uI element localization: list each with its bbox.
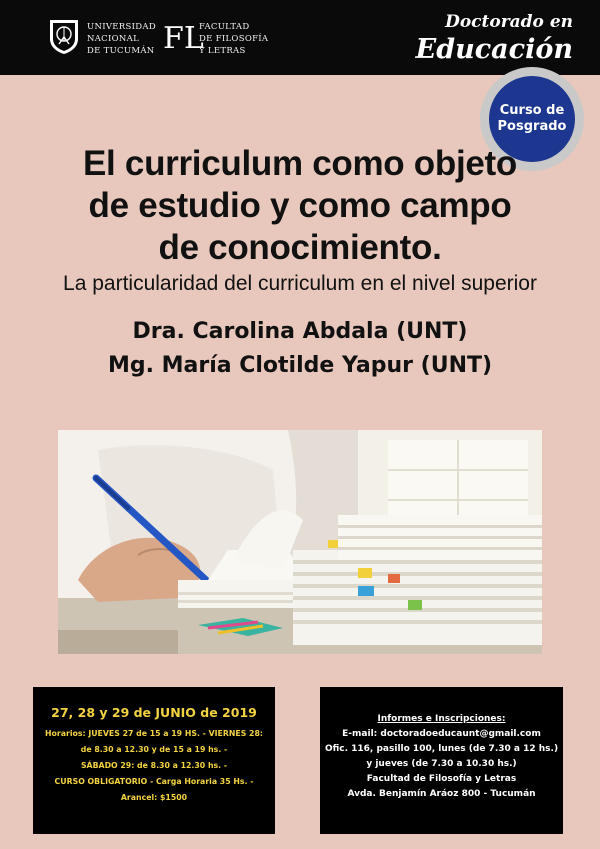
faculty-monogram: FL	[163, 21, 204, 56]
contact-address: Avda. Benjamín Aráoz 800 - Tucumán	[347, 789, 536, 799]
schedule-line: de 8.30 a 12.30 y de 15 a 19 hs. -	[80, 745, 228, 754]
authors	[20, 315, 580, 383]
fee-line: Arancel: $1500	[120, 793, 188, 802]
contact-box	[320, 687, 563, 834]
photo-person-writing-with-papers	[58, 430, 542, 654]
schedule-line: SÁBADO 29: de 8.30 a 12.30 hs. -	[80, 761, 228, 770]
postgraduate-badge: Curso de Posgrado	[489, 76, 575, 162]
schedule-line: Horarios: JUEVES 27 de 15 a 19 HS. - VIERNES 28:	[44, 729, 264, 738]
schedule-box	[33, 687, 275, 834]
course-subtitle: La particularidad del curriculum en el nivel superior	[63, 272, 537, 295]
contact-institution: Facultad de Filosofía y Letras	[366, 774, 517, 784]
program-label: Doctorado en	[445, 12, 573, 32]
schedule-line: CURSO OBLIGATORIO - Carga Horaria 35 Hs. -	[54, 777, 254, 786]
program-name: Educación	[415, 34, 573, 65]
faculty-logo-icon	[161, 17, 204, 56]
author-1: Dra. Carolina Abdala (UNT)	[132, 319, 468, 344]
header-bar	[0, 0, 600, 75]
university-name: UNIVERSIDAD NACIONAL DE TUCUMÁN	[87, 22, 156, 56]
course-dates: 27, 28 y 29 de JUNIO de 2019	[51, 705, 257, 720]
university-seal-icon	[47, 17, 81, 55]
contact-email[interactable]: E-mail: doctoradoeducaunt@gmail.com	[342, 729, 541, 739]
faculty-name: FACULTAD DE FILOSOFÍA Y LETRAS	[199, 22, 269, 56]
contact-office-hours: Ofic. 116, pasillo 100, lunes (de 7.30 a 12 hs.)	[324, 744, 559, 754]
course-title: El curriculum como objeto de estudio y como campo de conocimiento.	[83, 144, 517, 267]
author-2: Mg. María Clotilde Yapur (UNT)	[107, 353, 493, 378]
contact-title: Informes e Inscripciones:	[377, 714, 506, 724]
contact-office-hours-2: y jueves (de 7.30 a 10.30 hs.)	[366, 759, 517, 769]
